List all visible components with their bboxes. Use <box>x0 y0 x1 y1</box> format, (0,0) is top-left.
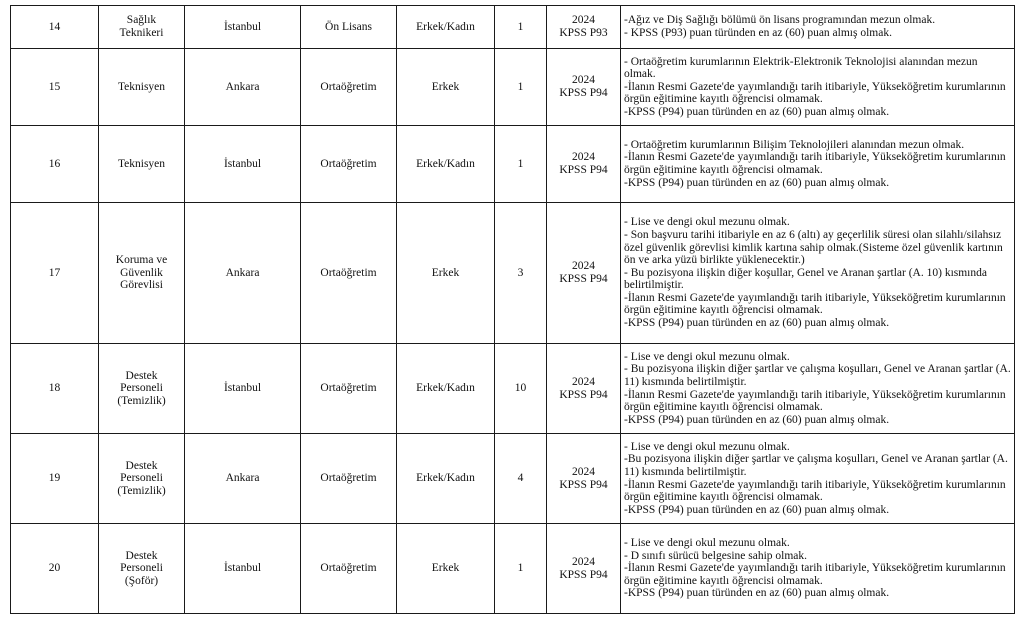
exam-type-line: KPSS P94 <box>559 568 608 581</box>
requirement-line: - D sınıfı sürücü belgesine sahip olmak. <box>624 549 808 562</box>
gender: Erkek <box>397 49 495 126</box>
position-title-line: Destek <box>125 549 158 562</box>
positions-table-body <box>11 6 1015 614</box>
exam-type-line: 2024 <box>572 465 595 478</box>
row-number: 16 <box>11 126 99 203</box>
row-number: 15 <box>11 49 99 126</box>
row-number: 17 <box>11 203 99 344</box>
exam-type-line: KPSS P94 <box>559 478 608 491</box>
requirements <box>621 344 1015 434</box>
position-title <box>99 126 185 203</box>
table-row <box>11 203 1015 344</box>
requirement-line: - Lise ve dengi okul mezunu olmak. <box>624 537 790 550</box>
requirement-line: -KPSS (P94) puan türünden en az (60) puan almış olmak. <box>624 587 890 600</box>
education-level: Ortaöğretim <box>301 524 397 614</box>
requirement-line: -KPSS (P94) puan türünden en az (60) puan almış olmak. <box>624 413 890 426</box>
requirement-line: -İlanın Resmi Gazete'de yayımlandığı tarih itibariyle, Yükseköğretim kurumlarının örgün eğitimine kayıtlı öğrencisi olmamak. <box>624 80 1006 106</box>
exam-type-line: 2024 <box>572 14 595 27</box>
requirement-line: -Ağız ve Diş Sağlığı bölümü ön lisans programından mezun olmak. <box>624 14 936 27</box>
row-number: 14 <box>11 6 99 49</box>
position-count: 1 <box>495 524 547 614</box>
position-title-line: Koruma ve <box>115 254 168 267</box>
requirement-line: - Ortaöğretim kurumlarının Elektrik-Elektronik Teknolojisi alanından mezun olmak. <box>624 55 978 81</box>
position-title-line: Destek <box>125 459 158 472</box>
position-count: 1 <box>495 126 547 203</box>
exam-type-line: 2024 <box>572 375 595 388</box>
city: İstanbul <box>185 126 301 203</box>
city: Ankara <box>185 434 301 524</box>
exam-type-line: 2024 <box>572 260 595 273</box>
exam-type-line: KPSS P94 <box>559 388 608 401</box>
city: Ankara <box>185 49 301 126</box>
row-number: 18 <box>11 344 99 434</box>
gender: Erkek/Kadın <box>397 344 495 434</box>
requirement-line: -İlanın Resmi Gazete'de yayımlandığı tarih itibariyle, Yükseköğretim kurumlarının örgün eğitimine kayıtlı öğrencisi olmamak. <box>624 562 1006 587</box>
requirement-line: -Bu pozisyona ilişkin diğer şartlar ve çalışma koşulları, Genel ve Aranan şartlar (A. 11) kısmında belirtilmiştir. <box>624 453 1008 478</box>
requirement-line: -KPSS (P94) puan türünden en az (60) puan almış olmak. <box>624 317 890 330</box>
education-level: Ortaöğretim <box>301 434 397 524</box>
requirement-line: -KPSS (P94) puan türünden en az (60) puan almış olmak. <box>624 503 890 516</box>
education-level: Ortaöğretim <box>301 344 397 434</box>
requirement-line: -İlanın Resmi Gazete'de yayımlandığı tarih itibariyle, Yükseköğretim kurumlarının örgün eğitimine kayıtlı öğrencisi olmamak. <box>624 478 1006 504</box>
exam-type-line: 2024 <box>572 555 595 568</box>
requirement-line: -İlanın Resmi Gazete'de yayımlandığı tarih itibariyle, Yükseköğretim kurumlarının örgün eğitimine kayıtlı öğrencisi olmamak. <box>624 291 1006 317</box>
position-title-line: (Şoför) <box>124 574 159 587</box>
position-count: 4 <box>495 434 547 524</box>
position-title-line: Personeli <box>120 562 163 575</box>
position-title-line: Personeli <box>120 382 163 395</box>
position-title-line: Güvenlik <box>120 266 163 279</box>
city: İstanbul <box>185 6 301 49</box>
position-title-line: Teknisyen <box>117 80 166 93</box>
row-number: 19 <box>11 434 99 524</box>
requirement-line: - Lise ve dengi okul mezunu olmak. <box>624 216 790 229</box>
requirement-line: -İlanın Resmi Gazete'de yayımlandığı tarih itibariyle, Yükseköğretim kurumlarının örgün eğitimine kayıtlı öğrencisi olmamak. <box>624 151 1006 176</box>
requirement-line: -İlanın Resmi Gazete'de yayımlandığı tarih itibariyle, Yükseköğretim kurumlarının örgün eğitimine kayıtlı öğrencisi olmamak. <box>624 388 1006 414</box>
city: İstanbul <box>185 524 301 614</box>
gender: Erkek/Kadın <box>397 6 495 49</box>
requirement-line: - KPSS (P93) puan türünden en az (60) puan almış olmak. <box>624 27 892 39</box>
requirement-line: - Ortaöğretim kurumlarının Bilişim Teknolojileri alanından mezun olmak. <box>624 138 965 151</box>
requirement-line: - Son başvuru tarihi itibariyle en az 6 (altı) ay geçerlilik süresi olan silahlı/silahsız özel güvenlik görevlisi kimlik kartına sahip olmak.(Sisteme özel güvenlik kartının ön ve arka yüzü birlikte yüklenecektir.) <box>624 228 1003 267</box>
position-title <box>99 203 185 344</box>
position-title-line: Teknisyen <box>117 157 166 170</box>
position-count: 3 <box>495 203 547 344</box>
table-row <box>11 434 1015 524</box>
position-title-line: Teknikeri <box>119 27 164 39</box>
exam-type-line: 2024 <box>572 151 595 164</box>
position-count: 1 <box>495 49 547 126</box>
requirements <box>621 126 1015 203</box>
position-title-line: (Temizlik) <box>117 484 166 497</box>
exam-type <box>547 434 621 524</box>
gender: Erkek <box>397 524 495 614</box>
position-title <box>99 49 185 126</box>
exam-type-line: KPSS P94 <box>559 273 608 285</box>
requirement-line: - Lise ve dengi okul mezunu olmak. <box>624 350 790 363</box>
education-level: Ön Lisans <box>301 6 397 49</box>
exam-type-line: KPSS P93 <box>559 27 608 39</box>
position-count: 1 <box>495 6 547 49</box>
exam-type <box>547 6 621 49</box>
exam-type <box>547 203 621 344</box>
table-row <box>11 344 1015 434</box>
requirement-line: - Bu pozisyona ilişkin diğer şartlar ve çalışma koşulları, Genel ve Aranan şartlar (A. 11) kısmında belirtilmiştir. <box>624 363 1011 388</box>
gender: Erkek <box>397 203 495 344</box>
requirement-line: - Lise ve dengi okul mezunu olmak. <box>624 440 790 453</box>
table-row <box>11 126 1015 203</box>
exam-type-line: KPSS P94 <box>559 87 608 99</box>
row-number: 20 <box>11 524 99 614</box>
requirements <box>621 524 1015 614</box>
position-title-line: (Temizlik) <box>117 394 166 407</box>
position-title <box>99 524 185 614</box>
requirements <box>621 49 1015 126</box>
position-title-line: Görevlisi <box>120 279 163 292</box>
city: İstanbul <box>185 344 301 434</box>
exam-type-line: KPSS P94 <box>559 164 608 176</box>
position-title-line: Personeli <box>120 472 163 485</box>
position-count: 10 <box>495 344 547 434</box>
exam-type <box>547 49 621 126</box>
position-title-line: Sağlık <box>126 14 157 27</box>
exam-type <box>547 344 621 434</box>
position-title <box>99 434 185 524</box>
requirement-line: - Bu pozisyona ilişkin diğer koşullar, Genel ve Aranan şartlar (A. 10) kısmında belirtilmiştir. <box>624 266 987 292</box>
city: Ankara <box>185 203 301 344</box>
education-level: Ortaöğretim <box>301 126 397 203</box>
requirement-line: -KPSS (P94) puan türünden en az (60) puan almış olmak. <box>624 176 890 189</box>
exam-type-line: 2024 <box>572 74 595 87</box>
table-row <box>11 524 1015 614</box>
education-level: Ortaöğretim <box>301 49 397 126</box>
requirements <box>621 6 1015 49</box>
requirements <box>621 434 1015 524</box>
table-row <box>11 49 1015 126</box>
exam-type <box>547 524 621 614</box>
requirement-line: -KPSS (P94) puan türünden en az (60) puan almış olmak. <box>624 105 890 118</box>
position-title <box>99 6 185 49</box>
position-title <box>99 344 185 434</box>
positions-table <box>10 5 1015 614</box>
gender: Erkek/Kadın <box>397 434 495 524</box>
education-level: Ortaöğretim <box>301 203 397 344</box>
position-title-line: Destek <box>125 369 158 382</box>
gender: Erkek/Kadın <box>397 126 495 203</box>
table-row <box>11 6 1015 49</box>
requirements <box>621 203 1015 344</box>
exam-type <box>547 126 621 203</box>
